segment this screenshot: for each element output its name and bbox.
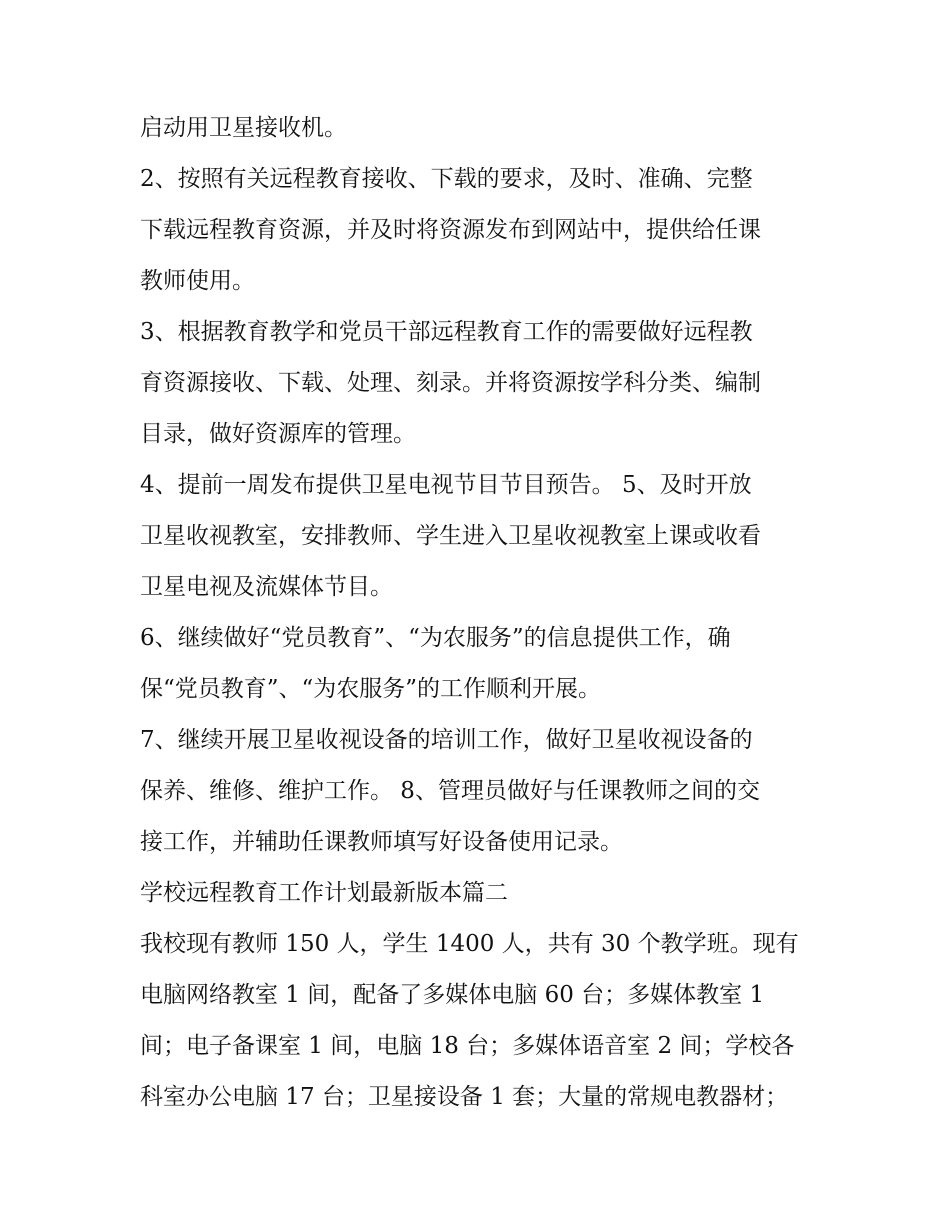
text-line: 启动用卫星接收机。 [140, 115, 347, 141]
text-line: 下载远程教育资源，并及时将资源发布到网站中，提供给任课 [140, 217, 761, 243]
text-line: 7、继续开展卫星收视设备的培训工作，做好卫星收视设备的 [140, 727, 753, 753]
text-line: 3、根据教育教学和党员干部远程教育工作的需要做好远程教 [140, 319, 753, 345]
text-line: 2、按照有关远程教育接收、下载的要求，及时、准确、完整 [140, 166, 753, 192]
text-line: 卫星收视教室，安排教师、学生进入卫星收视教室上课或收看 [140, 523, 761, 549]
text-line: 间；电子备课室 1 间，电脑 18 台；多媒体语音室 2 间；学校各 [140, 1033, 795, 1059]
section-heading: 学校远程教育工作计划最新版本篇二 [140, 880, 508, 906]
text-line: 卫星电视及流媒体节目。 [140, 574, 393, 600]
text-line: 我校现有教师 150 人，学生 1400 人，共有 30 个教学班。现有 [140, 931, 799, 957]
text-line: 4、提前一周发布提供卫星电视节目节目预告。 5、及时开放 [140, 472, 752, 498]
text-line: 教师使用。 [140, 268, 255, 294]
text-line: 目录，做好资源库的管理。 [140, 421, 416, 447]
text-line: 保养、维修、维护工作。 8、管理员做好与任课教师之间的交 [140, 778, 760, 804]
text-line: 电脑网络教室 1 间，配备了多媒体电脑 60 台；多媒体教室 1 [140, 982, 765, 1008]
text-line: 科室办公电脑 17 台；卫星接设备 1 套；大量的常规电教器材； [140, 1084, 789, 1110]
text-line: 育资源接收、下载、处理、刻录。并将资源按学科分类、编制 [140, 370, 761, 396]
text-line: 保“党员教育”、“为农服务”的工作顺利开展。 [140, 676, 602, 702]
text-line: 6、继续做好“党员教育”、“为农服务”的信息提供工作，确 [140, 625, 731, 651]
text-line: 接工作，并辅助任课教师填写好设备使用记录。 [140, 829, 623, 855]
